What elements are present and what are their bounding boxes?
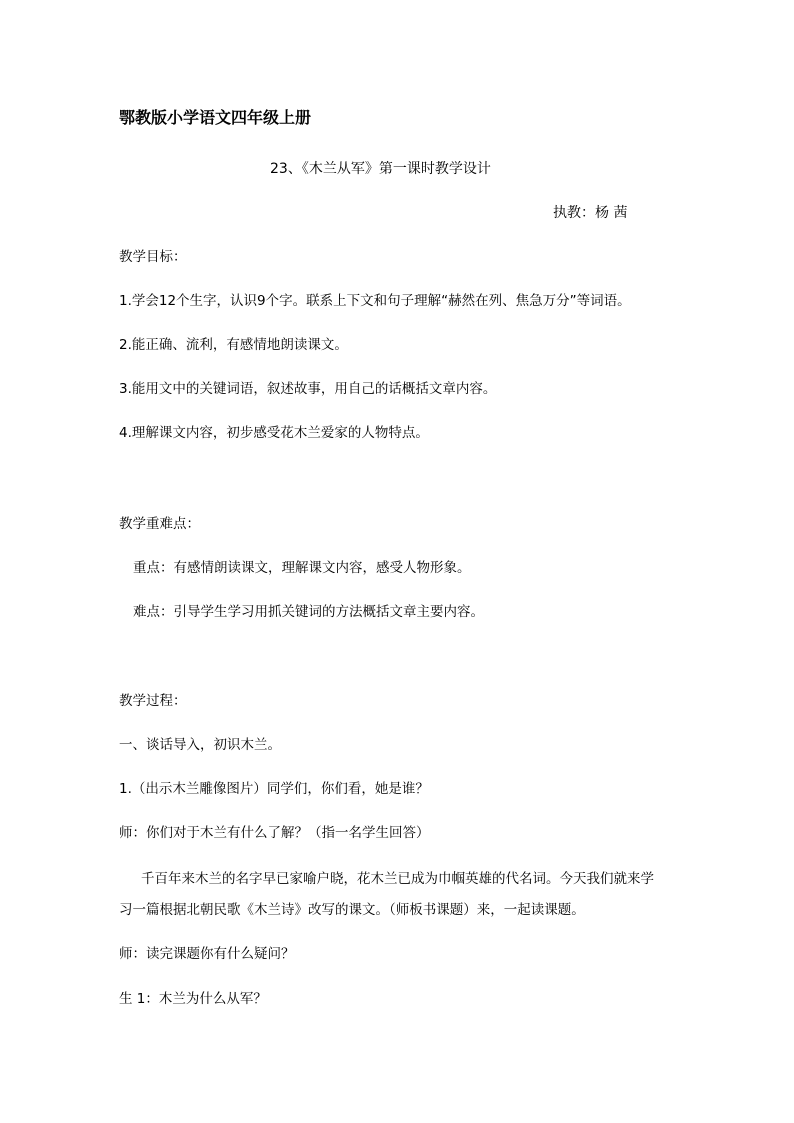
process-heading: 教学过程： (119, 693, 187, 709)
teacher-line: 师：读完课题你有什么疑问？ (119, 946, 295, 962)
key-point: 重点：有感情朗读课文，理解课文内容，感受人物形象。 (133, 560, 471, 576)
objective-item: 1.学会12个生字，认识9个字。联系上下文和句子理解“赫然在列、焦急万分”等词语。 (119, 293, 631, 309)
key-points-heading: 教学重难点： (119, 516, 200, 532)
teacher-line: 师：你们对于木兰有什么了解？（指一名学生回答） (119, 825, 430, 841)
lesson-title: 23、《木兰从军》第一课时教学设计 (270, 161, 491, 177)
objective-item: 4.理解课文内容，初步感受花木兰爱家的人物特点。 (119, 425, 429, 441)
paragraph-line: 千百年来木兰的名字早已家喻户晓，花木兰已成为巾帼英雄的代名词。今天我们就来学 (141, 871, 654, 887)
student-line: 生 1：木兰为什么从军？ (119, 991, 267, 1007)
objective-item: 3.能用文中的关键词语，叙述故事，用自己的话概括文章内容。 (119, 381, 497, 397)
document-header: 鄂教版小学语文四年级上册 (119, 108, 312, 127)
objectives-heading: 教学目标： (119, 249, 187, 265)
objective-item: 2.能正确、流利，有感情地朗读课文。 (119, 337, 348, 353)
author-line: 执教：杨 茜 (553, 205, 628, 221)
paragraph-line: 习一篇根据北朝民歌《木兰诗》改写的课文。（师板书课题）来，一起读课题。 (119, 902, 585, 918)
section-heading: 一、谈话导入，初识木兰。 (119, 737, 281, 753)
difficult-point: 难点：引导学生学习用抓关键词的方法概括文章主要内容。 (133, 604, 484, 620)
step-item: 1.（出示木兰雕像图片）同学们，你们看，她是谁？ (119, 781, 429, 797)
